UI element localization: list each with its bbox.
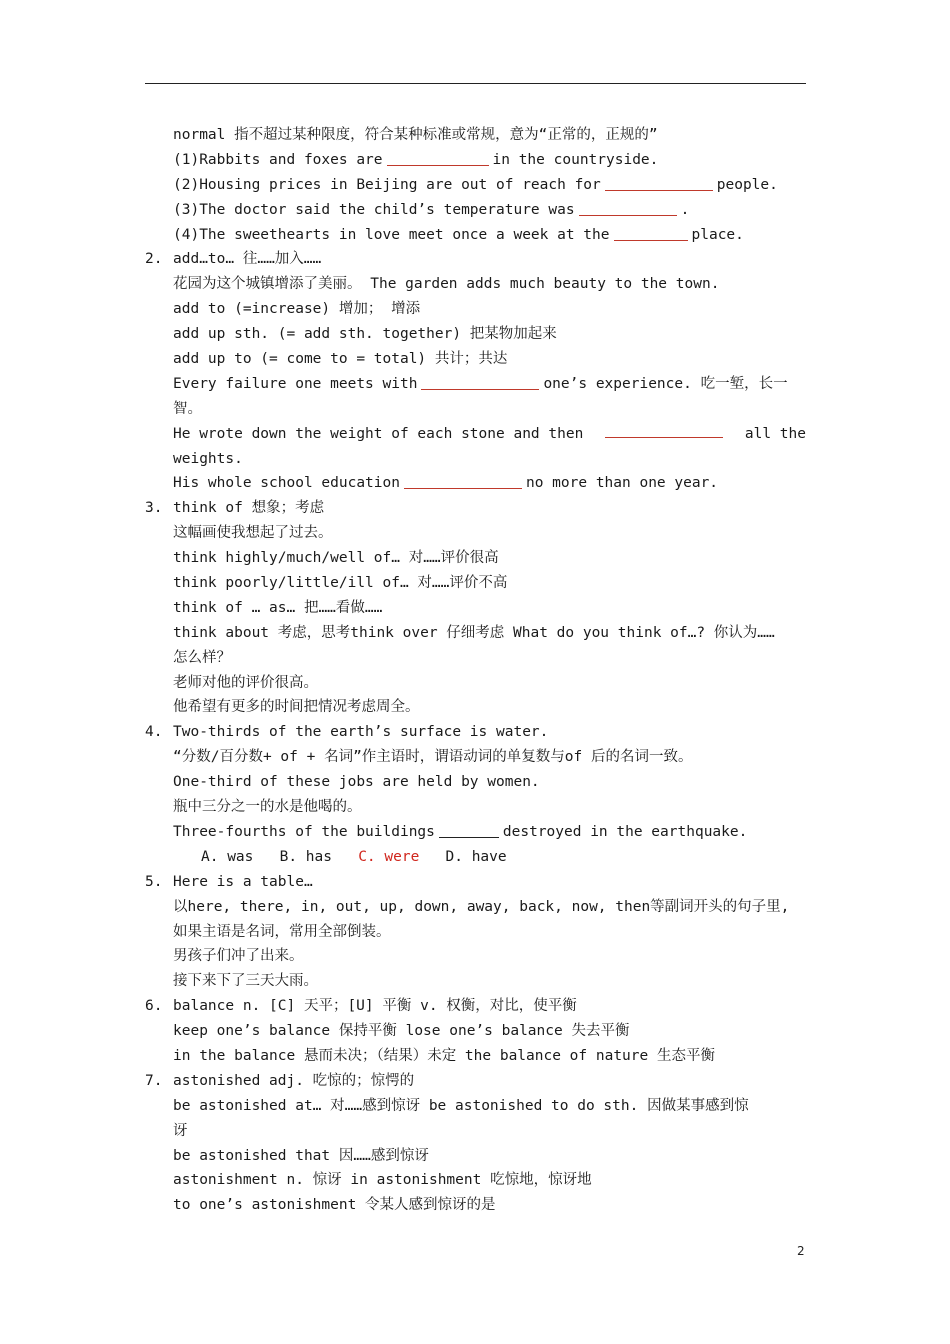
text-line: think of … as… 把……看做…… [173,599,383,616]
text-line: 男孩子们冲了出来。 [173,948,304,965]
text-line: add to (=increase) 增加； 增添 [173,301,421,318]
option-b: B. has [279,848,332,865]
exercise-line: His whole school education no more than one year. [173,475,719,492]
text-line: think poorly/little/ill of… 对……评价不高 [173,575,508,592]
text-line: 如果主语是名词，常用全部倒装。 [173,923,391,940]
option-a: A. was [201,848,254,865]
text-line: 接下来下了三天大雨。 [173,973,318,990]
section-heading: 4. Two-thirds of the earth’s surface is water. [145,724,549,741]
section-heading: 5. Here is a table… [145,873,313,890]
exercise-line: (1)Rabbits and foxes are in the countryside. [173,151,659,168]
blank [404,473,522,489]
options-line [0,845,950,870]
blank [579,200,677,216]
text-line: One-third of these jobs are held by women. [173,774,540,791]
text-line: weights. [173,450,243,467]
document-body [0,123,950,1218]
exercise-line: (2)Housing prices in Beijing are out of reach for people. [173,176,778,193]
text-line: 他希望有更多的时间把情况考虑周全。 [173,699,420,716]
exercise-line: (3)The doctor said the child’s temperature was . [173,201,690,218]
text-line: 瓶中三分之一的水是他喝的。 [173,799,362,816]
text-line: 怎么样？ [173,649,231,666]
text-line: 智。 [173,400,202,417]
text-line: astonishment n. 惊讶 in astonishment 吃惊地，惊讶地 [173,1172,592,1189]
option-c-answer: C. were [358,848,420,865]
page-number: 2 [797,1244,805,1258]
blank [605,422,723,438]
text-line: normal 指不超过某种限度，符合某种标准或常规，意为“正常的，正规的” [173,127,658,143]
exercise-line: Three-fourths of the buildings destroyed in the earthquake. [173,823,748,840]
text-line: in the balance 悬而未决；（结果）未定 the balance of nature 生态平衡 [173,1047,715,1064]
exercise-line: Every failure one meets with one’s experience. 吃一堑，长一 [173,375,788,392]
text-line: 这幅画使我想起了过去。 [173,525,333,542]
blank [439,822,499,838]
option-d: D. have [445,848,507,865]
text-line: add up sth. (= add sth. together) 把某物加起来 [173,326,557,343]
text-line: keep one’s balance 保持平衡 lose one’s balance 失去平衡 [173,1023,630,1040]
text-line: be astonished at… 对……感到惊讶 be astonished to do sth. 因做某事感到惊 [173,1097,749,1114]
text-line: “分数/百分数+ of + 名词”作主语时，谓语动词的单复数与of 后的名词一致。 [173,749,693,766]
text-line: 讶 [173,1122,188,1139]
section-heading: 7. astonished adj. 吃惊的；惊愕的 [145,1072,415,1089]
blank [421,374,539,390]
section-heading: 2. add…to… 往……加入…… [145,251,322,268]
text-line: 老师对他的评价很高。 [173,674,318,691]
text-line: to one’s astonishment 令某人感到惊讶的是 [173,1197,496,1214]
section-heading: 3. think of 想象；考虑 [145,500,325,517]
exercise-line: (4)The sweethearts in love meet once a week at the place. [173,226,744,243]
exercise-line: He wrote down the weight of each stone and then all the [0,422,950,447]
section-heading: 6. balance n. [C] 天平；[U] 平衡 v. 权衡，对比，使平衡 [145,998,577,1015]
blank [387,150,489,166]
blank [614,225,688,241]
blank [605,175,713,191]
text-line: think about 考虑，思考think over 仔细考虑 What do you think of…? 你认为…… [173,624,775,641]
text-line: add up to (= come to = total) 共计；共达 [173,351,508,368]
header-rule [145,83,806,84]
text-line: 花园为这个城镇增添了美丽。 The garden adds much beauty to the town. [173,276,720,293]
text-line: 以here, there, in, out, up, down, away, back, now, then等副词开头的句子里, [173,898,790,915]
text-line: think highly/much/well of… 对……评价很高 [173,550,499,567]
text-line: be astonished that 因……感到惊讶 [173,1147,429,1164]
